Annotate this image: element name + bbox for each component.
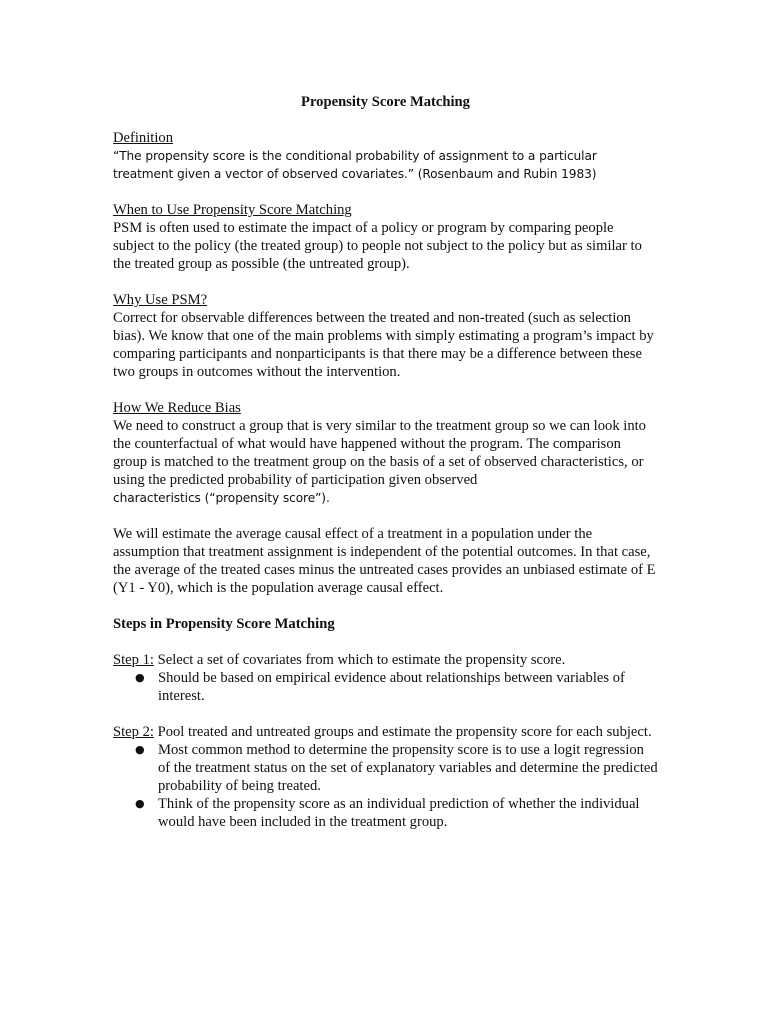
step1-section [113,651,658,705]
document-content [113,93,658,849]
step1-text: Select a set of covariates from which to estimate the propensity score. [153,652,566,668]
estimate-paragraph: We will estimate the average causal effect of a treatment in a population under the assumption that treatment assignment is independent of the potential outcomes. In that case, the average of the treated cases minus the untreated cases provides an unbiased estimate of E (Y1 - Y0), which is the population average causal effect. [113,526,656,596]
bullet-text: Think of the propensity score as an individual prediction of whether the individual would have been included in the treatment group. [158,796,640,830]
step1-bullet-list [113,669,658,705]
reduce-bias-section [113,399,658,507]
document-title: Propensity Score Matching [301,94,470,110]
definition-quote-line2: treatment given a vector of observed covariates.” (Rosenbaum and Rubin 1983) [113,167,597,181]
step2-label: Step 2: [113,724,154,740]
definition-section [113,129,658,183]
when-to-use-heading: When to Use Propensity Score Matching [113,202,352,218]
definition-quote-line1: “The propensity score is the conditional probability of assignment to a particular [113,149,597,163]
estimate-section [113,525,658,597]
bullet-icon: ● [135,671,145,684]
step2-line [113,723,658,741]
bullet-icon: ● [135,743,145,756]
when-to-use-body: PSM is often used to estimate the impact of a policy or program by comparing people subject to the policy (the treated group) to people not subject to the policy but as similar to the treated group as possible (the untreated group). [113,220,642,272]
list-item [113,795,658,831]
why-use-section [113,291,658,381]
step1-label: Step 1: [113,652,154,668]
bullet-text: Should be based on empirical evidence about relationships between variables of interest. [158,670,625,704]
step2-bullet-list [113,741,658,831]
bullet-icon: ● [135,797,145,810]
why-use-body: Correct for observable differences between the treated and non-treated (such as selection bias). We know that one of the main problems with simply estimating a program’s impact by comparing participants and nonparticipants is that there may be a difference between these two groups in outcomes without the intervention. [113,310,654,380]
bullet-text: Most common method to determine the propensity score is to use a logit regression of the treatment status on the set of explanatory variables and determine the predicted probability of being treated. [158,742,658,794]
when-to-use-section [113,201,658,273]
step2-section [113,723,658,831]
reduce-bias-heading: How We Reduce Bias [113,400,241,416]
step2-text: Pool treated and untreated groups and estimate the propensity score for each subject. [153,724,652,740]
reduce-bias-body: We need to construct a group that is very similar to the treatment group so we can look into the counterfactual of what would have happened without the program. The comparison group is matched to the treatment group on the basis of a set of observed characteristics, or using the predicted probability of participation given observed [113,418,646,488]
steps-heading: Steps in Propensity Score Matching [113,616,335,632]
reduce-bias-tail: characteristics (“propensity score”). [113,491,330,505]
step1-line [113,651,658,669]
list-item [113,669,658,705]
list-item [113,741,658,795]
definition-heading: Definition [113,130,173,146]
why-use-heading: Why Use PSM? [113,292,208,308]
